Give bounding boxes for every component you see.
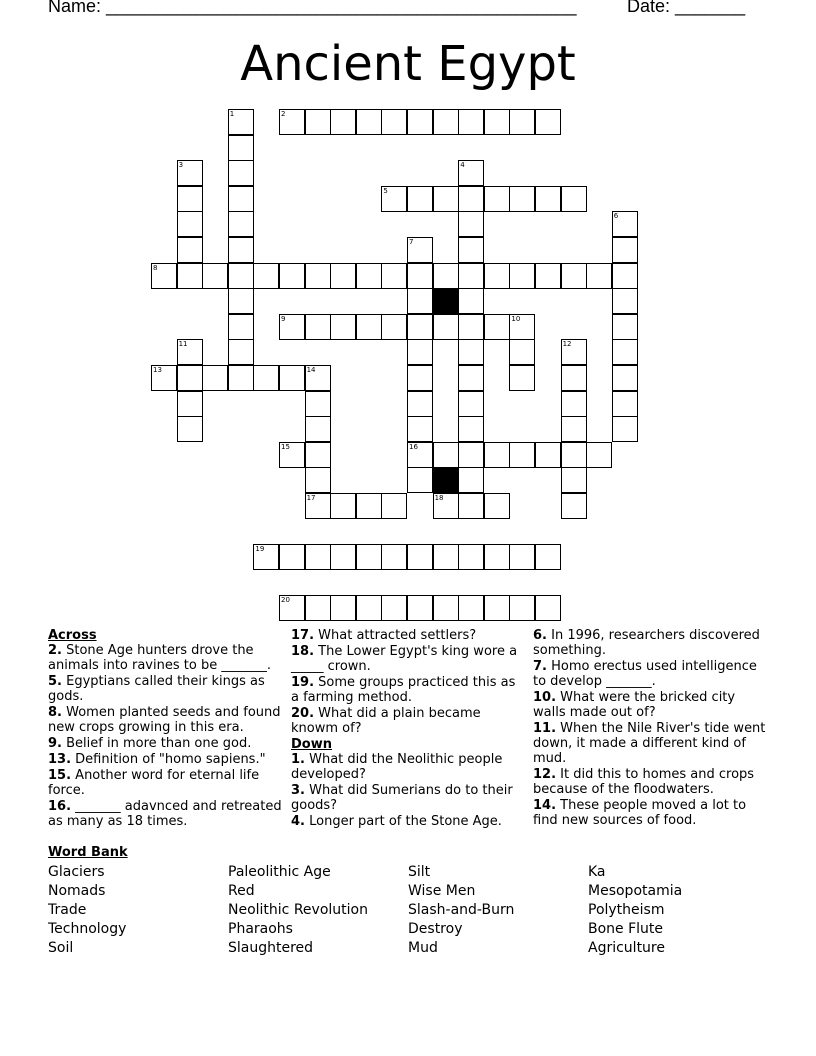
clue-number: 7. bbox=[533, 659, 547, 674]
clue-number: 13. bbox=[48, 752, 72, 767]
word-bank-item: Technology bbox=[48, 921, 127, 937]
crossword-cell[interactable] bbox=[177, 186, 203, 212]
clue-text: What did Sumerians do to their goods? bbox=[291, 783, 513, 813]
crossword-cell[interactable] bbox=[433, 442, 459, 468]
crossword-cell[interactable] bbox=[535, 544, 561, 570]
crossword-cell[interactable] bbox=[458, 109, 484, 135]
crossword-cell[interactable] bbox=[305, 416, 331, 442]
clue-text: Egyptians called their kings as gods. bbox=[48, 674, 265, 704]
crossword-cell[interactable] bbox=[228, 211, 254, 237]
crossword-cell[interactable] bbox=[305, 467, 331, 493]
crossword-cell[interactable] bbox=[381, 109, 407, 135]
clue-column-2 bbox=[291, 628, 523, 830]
crossword-cell[interactable] bbox=[381, 595, 407, 621]
crossword-cell[interactable] bbox=[330, 263, 356, 289]
cell-number: 5 bbox=[383, 186, 388, 195]
clue-number: 8. bbox=[48, 705, 62, 720]
crossword-cell[interactable] bbox=[458, 391, 484, 417]
crossword-cell[interactable] bbox=[177, 263, 203, 289]
word-bank-item: Slaughtered bbox=[228, 940, 314, 956]
cell-number: 18 bbox=[434, 494, 444, 502]
crossword-cell[interactable] bbox=[535, 442, 561, 468]
cell-number: 19 bbox=[255, 545, 265, 554]
clue-number: 18. bbox=[291, 644, 315, 659]
across-clue bbox=[48, 736, 284, 751]
cell-number: 16 bbox=[409, 442, 418, 451]
crossword-cell[interactable] bbox=[509, 442, 535, 468]
crossword-cell[interactable] bbox=[433, 544, 459, 570]
clue-number: 19. bbox=[291, 675, 315, 690]
crossword-block bbox=[433, 288, 459, 314]
crossword-cell[interactable] bbox=[305, 544, 331, 570]
cell-number: 14 bbox=[306, 366, 316, 374]
across-heading: Across bbox=[48, 628, 97, 643]
crossword-cell[interactable] bbox=[612, 263, 638, 289]
crossword-cell[interactable] bbox=[407, 263, 433, 289]
crossword-cell[interactable] bbox=[484, 109, 510, 135]
crossword-cell[interactable] bbox=[407, 467, 433, 493]
crossword-cell[interactable] bbox=[305, 391, 331, 417]
across-clue bbox=[291, 706, 523, 736]
crossword-cell[interactable] bbox=[330, 109, 356, 135]
clue-text: Another word for eternal life force. bbox=[48, 768, 260, 798]
crossword-cell[interactable] bbox=[228, 288, 254, 314]
clue-number: 5. bbox=[48, 674, 62, 689]
across-clue bbox=[48, 705, 284, 735]
cell-number: 8 bbox=[153, 263, 158, 272]
clue-text: Women planted seeds and found new crops growing in this era. bbox=[48, 705, 281, 735]
crossword-cell[interactable] bbox=[484, 544, 510, 570]
crossword-cell[interactable] bbox=[612, 288, 638, 314]
crossword-cell[interactable] bbox=[509, 365, 535, 391]
crossword-cell[interactable] bbox=[330, 314, 356, 340]
down-clue bbox=[533, 628, 769, 658]
down-clue bbox=[533, 767, 769, 797]
crossword-cell[interactable] bbox=[612, 237, 638, 263]
crossword-cell[interactable] bbox=[356, 314, 382, 340]
crossword-cell[interactable] bbox=[561, 365, 587, 391]
crossword-cell[interactable] bbox=[305, 263, 331, 289]
clue-number: 11. bbox=[533, 721, 557, 736]
word-bank-item: Agriculture bbox=[588, 940, 665, 956]
across-clue bbox=[291, 675, 523, 705]
across-clue bbox=[291, 628, 523, 643]
clue-column-1 bbox=[48, 628, 284, 830]
crossword-cell[interactable] bbox=[509, 186, 535, 212]
clue-text: Longer part of the Stone Age. bbox=[309, 814, 502, 829]
crossword-cell[interactable] bbox=[381, 314, 407, 340]
crossword-cell[interactable] bbox=[612, 416, 638, 442]
word-bank-item: Neolithic Revolution bbox=[228, 902, 368, 918]
crossword-cell[interactable] bbox=[561, 442, 587, 468]
crossword-cell[interactable] bbox=[407, 416, 433, 442]
crossword-cell[interactable] bbox=[509, 544, 535, 570]
crossword-cell[interactable] bbox=[228, 339, 254, 365]
crossword-cell[interactable] bbox=[305, 314, 331, 340]
crossword-cell[interactable] bbox=[253, 263, 279, 289]
crossword-cell[interactable] bbox=[407, 186, 433, 212]
crossword-cell[interactable] bbox=[228, 314, 254, 340]
crossword-cell[interactable] bbox=[407, 288, 433, 314]
crossword-cell[interactable] bbox=[228, 365, 254, 391]
crossword-cell[interactable] bbox=[509, 263, 535, 289]
crossword-cell[interactable] bbox=[279, 365, 305, 391]
crossword-cell[interactable] bbox=[407, 544, 433, 570]
crossword-cell[interactable] bbox=[356, 595, 382, 621]
crossword-cell[interactable] bbox=[561, 186, 587, 212]
crossword-cell[interactable] bbox=[356, 544, 382, 570]
crossword-cell[interactable] bbox=[484, 314, 510, 340]
cell-number: 3 bbox=[178, 161, 184, 170]
cell-number: 15 bbox=[281, 442, 290, 451]
crossword-cell[interactable] bbox=[202, 365, 228, 391]
crossword-cell[interactable] bbox=[484, 442, 510, 468]
crossword-cell[interactable] bbox=[535, 186, 561, 212]
crossword-cell[interactable] bbox=[509, 339, 535, 365]
clue-text: Stone Age hunters drove the animals into ravines to be _______. bbox=[48, 643, 271, 673]
cell-number: 7 bbox=[409, 238, 414, 246]
crossword-cell[interactable] bbox=[458, 544, 484, 570]
crossword-cell[interactable] bbox=[484, 186, 510, 212]
crossword-cell[interactable] bbox=[330, 544, 356, 570]
crossword-cell[interactable] bbox=[177, 391, 203, 417]
crossword-cell[interactable] bbox=[612, 365, 638, 391]
clue-number: 2. bbox=[48, 643, 62, 658]
clue-text: Belief in more than one god. bbox=[66, 736, 252, 751]
crossword-cell[interactable] bbox=[458, 211, 484, 237]
word-bank-column bbox=[48, 863, 126, 958]
crossword-cell[interactable] bbox=[253, 365, 279, 391]
cell-number: 13 bbox=[153, 366, 162, 374]
crossword-cell[interactable] bbox=[612, 391, 638, 417]
word-bank-item: Soil bbox=[48, 940, 74, 956]
clue-number: 3. bbox=[291, 783, 305, 798]
clue-number: 12. bbox=[533, 767, 557, 782]
word-bank-item: Mesopotamia bbox=[588, 883, 683, 899]
clue-column-3 bbox=[533, 628, 769, 829]
crossword-cell[interactable] bbox=[458, 416, 484, 442]
word-bank-column bbox=[228, 863, 368, 958]
word-bank-heading: Word Bank bbox=[48, 845, 128, 860]
crossword-cell[interactable] bbox=[561, 416, 587, 442]
word-bank-item: Pharaohs bbox=[228, 921, 293, 937]
clue-number: 17. bbox=[291, 628, 315, 643]
crossword-cell[interactable] bbox=[228, 263, 254, 289]
clue-text: In 1996, researchers discovered something. bbox=[533, 628, 760, 658]
page-title: Ancient Egypt bbox=[240, 36, 576, 92]
crossword-cell[interactable] bbox=[177, 211, 203, 237]
across-clue bbox=[48, 752, 284, 767]
crossword-cell[interactable] bbox=[279, 263, 305, 289]
crossword-cell[interactable] bbox=[381, 544, 407, 570]
clue-number: 14. bbox=[533, 798, 557, 813]
crossword-cell[interactable] bbox=[177, 416, 203, 442]
crossword-cell[interactable] bbox=[330, 595, 356, 621]
down-clue bbox=[533, 798, 769, 828]
clue-text: It did this to homes and crops because of the floodwaters. bbox=[533, 767, 755, 797]
clue-text: Definition of "homo sapiens." bbox=[75, 752, 266, 767]
clue-text: Homo erectus used intelligence to develop _______. bbox=[533, 659, 757, 689]
down-heading: Down bbox=[291, 737, 332, 752]
across-clue bbox=[48, 643, 284, 673]
crossword-cell[interactable] bbox=[586, 263, 612, 289]
cell-number: 17 bbox=[306, 494, 316, 502]
crossword-cell[interactable] bbox=[407, 595, 433, 621]
crossword-cell[interactable] bbox=[458, 314, 484, 340]
across-clue bbox=[48, 799, 284, 829]
clue-number: 15. bbox=[48, 768, 72, 783]
crossword-cell[interactable] bbox=[458, 365, 484, 391]
cell-number: 11 bbox=[178, 340, 188, 349]
word-bank-column bbox=[588, 863, 682, 958]
cell-number: 2 bbox=[281, 110, 286, 118]
cell-number: 6 bbox=[613, 212, 619, 221]
crossword-cell[interactable] bbox=[381, 263, 407, 289]
cell-number: 12 bbox=[562, 340, 572, 349]
word-bank-item: Slash-and-Burn bbox=[408, 902, 515, 918]
crossword-cell[interactable] bbox=[356, 109, 382, 135]
cell-number: 1 bbox=[229, 110, 235, 118]
crossword-cell[interactable] bbox=[177, 365, 203, 391]
crossword-cell[interactable] bbox=[305, 442, 331, 468]
clue-number: 20. bbox=[291, 706, 315, 721]
crossword-cell[interactable] bbox=[407, 314, 433, 340]
clue-number: 10. bbox=[533, 690, 557, 705]
crossword-cell[interactable] bbox=[484, 493, 510, 519]
clue-text: _______ adavnced and retreated as many as 18 times. bbox=[48, 799, 282, 829]
clue-text: What did a plain became knowm of? bbox=[291, 706, 481, 736]
crossword-cell[interactable] bbox=[509, 109, 535, 135]
crossword-cell[interactable] bbox=[458, 339, 484, 365]
crossword-cell[interactable] bbox=[612, 339, 638, 365]
crossword-cell[interactable] bbox=[509, 595, 535, 621]
word-bank-column bbox=[408, 863, 514, 958]
crossword-cell[interactable] bbox=[458, 288, 484, 314]
down-clue bbox=[533, 659, 769, 689]
crossword-cell[interactable] bbox=[433, 186, 459, 212]
name-line: Name: _______________________________________________ bbox=[48, 0, 577, 16]
crossword-cell[interactable] bbox=[458, 237, 484, 263]
crossword-cell[interactable] bbox=[433, 314, 459, 340]
clue-text: What attracted settlers? bbox=[318, 628, 477, 643]
clue-text: What did the Neolithic people developed? bbox=[291, 752, 503, 782]
down-clue bbox=[291, 752, 523, 782]
down-clue bbox=[533, 721, 769, 766]
clue-number: 4. bbox=[291, 814, 305, 829]
crossword-cell[interactable] bbox=[407, 391, 433, 417]
clue-number: 6. bbox=[533, 628, 547, 643]
crossword-cell[interactable] bbox=[407, 365, 433, 391]
down-clue bbox=[533, 690, 769, 720]
crossword-cell[interactable] bbox=[561, 493, 587, 519]
crossword-cell[interactable] bbox=[305, 595, 331, 621]
word-bank-item: Wise Men bbox=[408, 883, 476, 899]
date-line: Date: _______ bbox=[627, 0, 746, 16]
word-bank-item: Silt bbox=[408, 864, 431, 880]
down-clue bbox=[291, 783, 523, 813]
crossword-cell[interactable] bbox=[228, 135, 254, 161]
clue-text: What were the bricked city walls made out of? bbox=[533, 690, 736, 720]
crossword-cell[interactable] bbox=[458, 493, 484, 519]
crossword-cell[interactable] bbox=[561, 467, 587, 493]
word-bank-item: Red bbox=[228, 883, 255, 899]
crossword-cell[interactable] bbox=[381, 493, 407, 519]
crossword-cell[interactable] bbox=[330, 493, 356, 519]
crossword-cell[interactable] bbox=[458, 442, 484, 468]
crossword-cell[interactable] bbox=[484, 595, 510, 621]
clue-number: 9. bbox=[48, 736, 62, 751]
crossword-cell[interactable] bbox=[561, 263, 587, 289]
word-bank-item: Nomads bbox=[48, 883, 106, 899]
crossword-cell[interactable] bbox=[535, 109, 561, 135]
cell-number: 20 bbox=[281, 596, 290, 605]
cell-number: 9 bbox=[281, 314, 286, 323]
word-bank-item: Bone Flute bbox=[588, 921, 664, 937]
clue-number: 1. bbox=[291, 752, 305, 767]
crossword-cell[interactable] bbox=[228, 237, 254, 263]
crossword-cell[interactable] bbox=[305, 109, 331, 135]
clue-text: Some groups practiced this as a farming method. bbox=[291, 675, 516, 705]
word-bank-item: Trade bbox=[48, 902, 87, 918]
clue-number: 16. bbox=[48, 799, 72, 814]
word-bank-item: Paleolithic Age bbox=[228, 864, 331, 880]
across-clue bbox=[291, 644, 523, 674]
crossword-cell[interactable] bbox=[228, 160, 254, 186]
crossword-block bbox=[433, 467, 459, 493]
cell-number: 4 bbox=[460, 161, 465, 170]
clue-text: When the Nile River's tide went down, it made a different kind of mud. bbox=[533, 721, 766, 766]
crossword-cell[interactable] bbox=[458, 186, 484, 212]
crossword-cell[interactable] bbox=[586, 442, 612, 468]
crossword-cell[interactable] bbox=[356, 263, 382, 289]
crossword-cell[interactable] bbox=[407, 339, 433, 365]
crossword-cell[interactable] bbox=[202, 263, 228, 289]
crossword-cell[interactable] bbox=[458, 467, 484, 493]
across-clue bbox=[48, 768, 284, 798]
down-clue bbox=[291, 814, 523, 829]
crossword-cell[interactable] bbox=[535, 595, 561, 621]
word-bank-item: Destroy bbox=[408, 921, 463, 937]
clue-text: These people moved a lot to find new sources of food. bbox=[533, 798, 747, 828]
cell-number: 10 bbox=[511, 314, 521, 323]
word-bank-item: Mud bbox=[408, 940, 438, 956]
crossword-cell[interactable] bbox=[177, 237, 203, 263]
across-clue bbox=[48, 674, 284, 704]
word-bank-item: Ka bbox=[588, 864, 606, 880]
crossword-cell[interactable] bbox=[458, 595, 484, 621]
clue-text: The Lower Egypt's king wore a _____ crown. bbox=[291, 644, 518, 674]
crossword-cell[interactable] bbox=[433, 263, 459, 289]
crossword-cell[interactable] bbox=[561, 391, 587, 417]
crossword-cell[interactable] bbox=[458, 263, 484, 289]
crossword-cell[interactable] bbox=[356, 493, 382, 519]
word-bank-item: Polytheism bbox=[588, 902, 665, 918]
crossword-cell[interactable] bbox=[279, 544, 305, 570]
crossword-cell[interactable] bbox=[433, 109, 459, 135]
crossword-cell[interactable] bbox=[228, 186, 254, 212]
crossword-cell[interactable] bbox=[433, 595, 459, 621]
crossword-cell[interactable] bbox=[407, 109, 433, 135]
crossword-cell[interactable] bbox=[484, 263, 510, 289]
crossword-cell[interactable] bbox=[535, 263, 561, 289]
word-bank-item: Glaciers bbox=[48, 864, 105, 880]
crossword-cell[interactable] bbox=[612, 314, 638, 340]
